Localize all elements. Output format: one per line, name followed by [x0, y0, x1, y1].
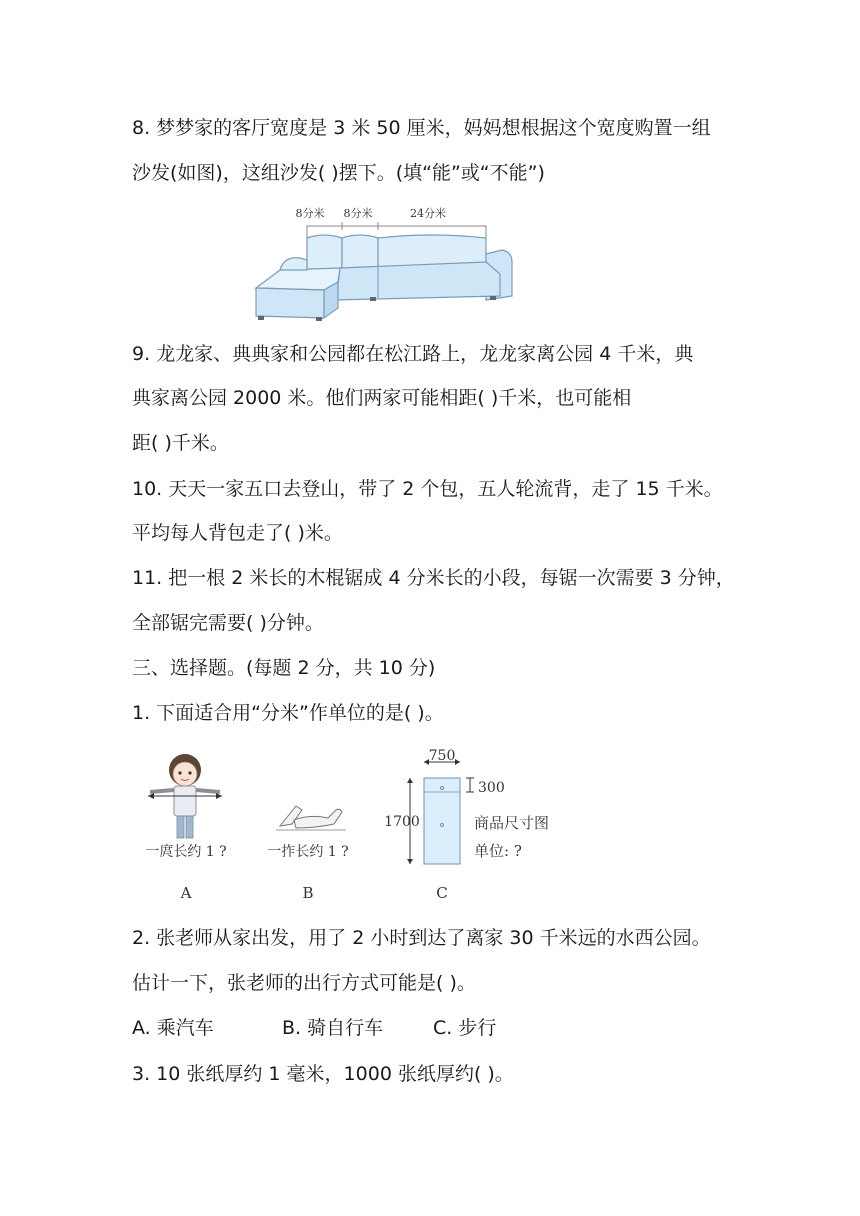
q8-line1: 8. 梦梦家的客厅宽度是 3 米 50 厘米，妈妈想根据这个宽度购置一组	[132, 117, 711, 139]
choice3-line1: 3. 10 张纸厚约 1 毫米，1000 张纸厚约( )。	[132, 1063, 514, 1085]
q10-line1: 10. 天天一家五口去登山，带了 2 个包，五人轮流背，走了 15 千米。	[132, 478, 723, 500]
figure-c	[382, 748, 582, 906]
c-title: 商品尺寸图	[474, 814, 550, 832]
c-unit: 单位: ?	[474, 842, 522, 860]
q9-line1: 9. 龙龙家、典典家和公园都在松江路上，龙龙家离公园 4 千米，典	[132, 343, 694, 365]
c-height-label: 1700	[384, 814, 420, 830]
section3-heading: 三、选择题。(每题 2 分，共 10 分)	[132, 657, 436, 679]
choice2-line2: 估计一下，张老师的出行方式可能是( )。	[132, 972, 476, 994]
figure-a	[130, 748, 240, 906]
sofa-label-1: 8分米	[295, 207, 325, 220]
sofa-label-3: 24分米	[410, 207, 446, 220]
choice2-option-a: A. 乘汽车	[132, 1017, 214, 1039]
q9-line3: 距( )千米。	[132, 432, 229, 454]
label-b: B	[302, 884, 314, 902]
sofa-figure	[250, 200, 520, 325]
q9-line2: 典家离公园 2000 米。他们两家可能相距( )千米，也可能相	[132, 387, 632, 409]
figure-b	[250, 748, 368, 906]
choice1-question: 1. 下面适合用“分米”作单位的是( )。	[132, 702, 444, 724]
q11-line2: 全部锯完需要( )分钟。	[132, 612, 324, 634]
c-width-label: 750	[428, 748, 456, 764]
q11-line1: 11. 把一根 2 米长的木棍锯成 4 分米长的小段，每锯一次需要 3 分钟，	[132, 567, 735, 589]
q8-line2: 沙发(如图)，这组沙发( )摆下。(填“能”或“不能”)	[132, 162, 545, 184]
choice2-option-c: C. 步行	[433, 1017, 497, 1039]
label-c: C	[436, 884, 448, 902]
figure-b-caption: 一拃长约 1 ?	[267, 844, 349, 860]
choice2-line1: 2. 张老师从家出发，用了 2 小时到达了离家 30 千米远的水西公园。	[132, 927, 711, 949]
sofa-label-2: 8分米	[343, 207, 373, 220]
c-top-label: 300	[478, 780, 505, 796]
q10-line2: 平均每人背包走了( )米。	[132, 522, 343, 544]
choice2-option-b: B. 骑自行车	[282, 1017, 384, 1039]
label-a: A	[180, 884, 192, 902]
figure-a-caption: 一庹长约 1 ?	[145, 844, 227, 860]
